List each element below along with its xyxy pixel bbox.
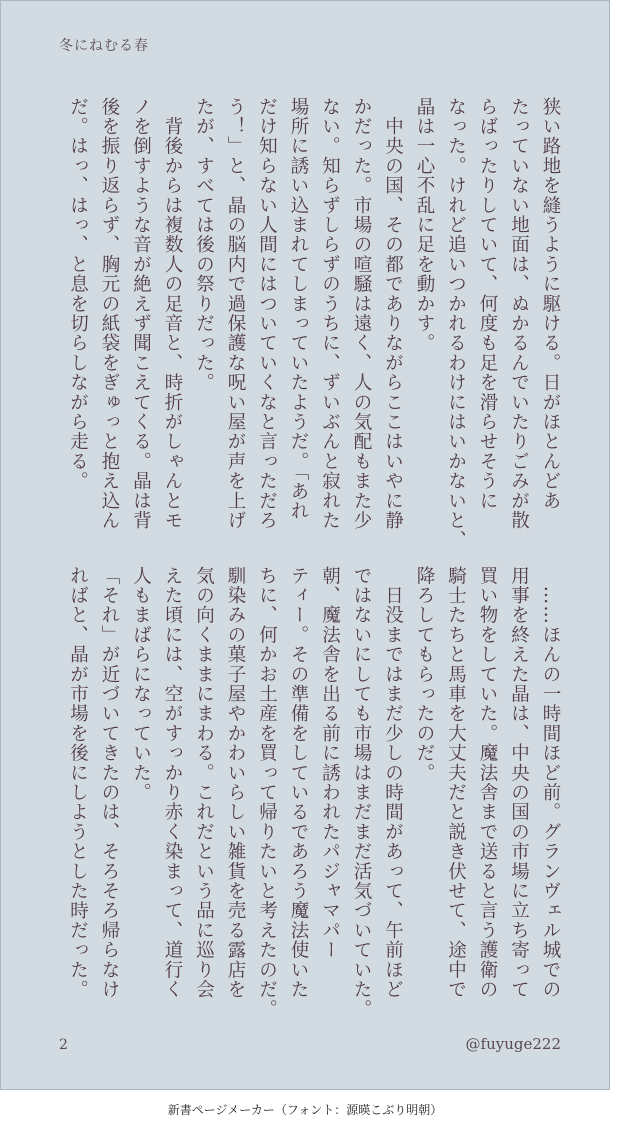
chapter-title: 冬にねむる春: [59, 38, 149, 54]
text-line: ……ほんの一時間ほど前。グランヴェル城での: [540, 566, 561, 1000]
text-line: 日没まではまだ少しの時間があって、午前ほど: [382, 566, 404, 1000]
generator-credit: 新書ページメーカー（フォント：源暎こぶり明朝）: [167, 1103, 443, 1117]
text-line: たが、すべては後の祭りだった。: [193, 97, 215, 393]
text-block-top: [56, 97, 566, 551]
text-block-bottom: [56, 566, 566, 1020]
author-handle: @fuyuge222: [465, 1035, 561, 1053]
text-line: 買い物をしていた。魔法舎まで送ると言う護衛の: [477, 566, 498, 1000]
text-line: 背後からは複数人の足音と、時折がしゃんとモ: [162, 97, 183, 531]
text-line: 場所に誘い込まれてしまっていたようだ。「あれ: [288, 97, 309, 522]
text-line: 用事を終えた晶は、中央の国の市場に立ち寄って: [508, 566, 530, 1000]
text-line: ではないにしても市場はまだまだ活気づいていた。: [351, 566, 372, 1020]
text-line: 中央の国、その都でありながらここはいやに静: [382, 97, 404, 531]
text-line: 降ろしてもらったのだ。: [414, 566, 435, 783]
text-line: う！」と、晶の脳内で過保護な呪い屋が声を上げ: [225, 97, 246, 531]
text-line: 気の向くままにまわる。これだという品に巡り会: [193, 566, 215, 1000]
text-line: ティー。その準備をしているであろう魔法使いた: [288, 566, 309, 1000]
text-line: えた頃には、空がすっかり赤く染まって、道行く: [162, 566, 183, 1000]
text-line: たっていない地面は、ぬかるんでいたりごみが散: [508, 97, 530, 531]
text-line: らばったりしていて、何度も足を滑らせそうに: [477, 97, 498, 511]
text-line: 朝、魔法舎を出る前に誘われたパジャマパー: [319, 566, 341, 960]
text-line: 「それ」が近づいてきたのは、そろそろ帰らなけ: [99, 566, 120, 1000]
text-line: 騎士たちと馬車を大丈夫だと説き伏せて、途中で: [445, 566, 467, 1000]
page-number: 2: [59, 1037, 68, 1053]
text-line: なった。けれど追いつかれるわけにはいかないと、: [445, 97, 467, 551]
text-line: ちに、何かお土産を買って帰りたいと考えたのだ。: [256, 566, 278, 1020]
text-line: 人もまばらになっていた。: [130, 566, 152, 803]
text-line: だけ知らない人間にはついていくなと言っただろ: [256, 97, 278, 531]
text-line: かだった。市場の喧騒は遠く、人の気配もまた少: [351, 97, 372, 531]
text-line: 馴染みの菓子屋やかわいらしい雑貨を売る露店を: [225, 566, 246, 1000]
text-line: 狭い路地を縫うように駆ける。日がほとんどあ: [540, 97, 561, 511]
text-line: ノを倒すような音が絶えず聞こえてくる。晶は背: [130, 97, 152, 531]
text-line: だ。はっ、はっ、と息を切らしながら走る。: [67, 97, 89, 491]
text-line: ない。知らずしらずのうちに、ずいぶんと寂れた: [319, 97, 341, 531]
text-line: ればと、晶が市場を後にしようとした時だった。: [67, 566, 89, 1000]
text-line: 晶は一心不乱に足を動かす。: [414, 97, 435, 354]
text-line: 後を振り返らず、胸元の紙袋をぎゅっと抱え込ん: [99, 97, 120, 531]
